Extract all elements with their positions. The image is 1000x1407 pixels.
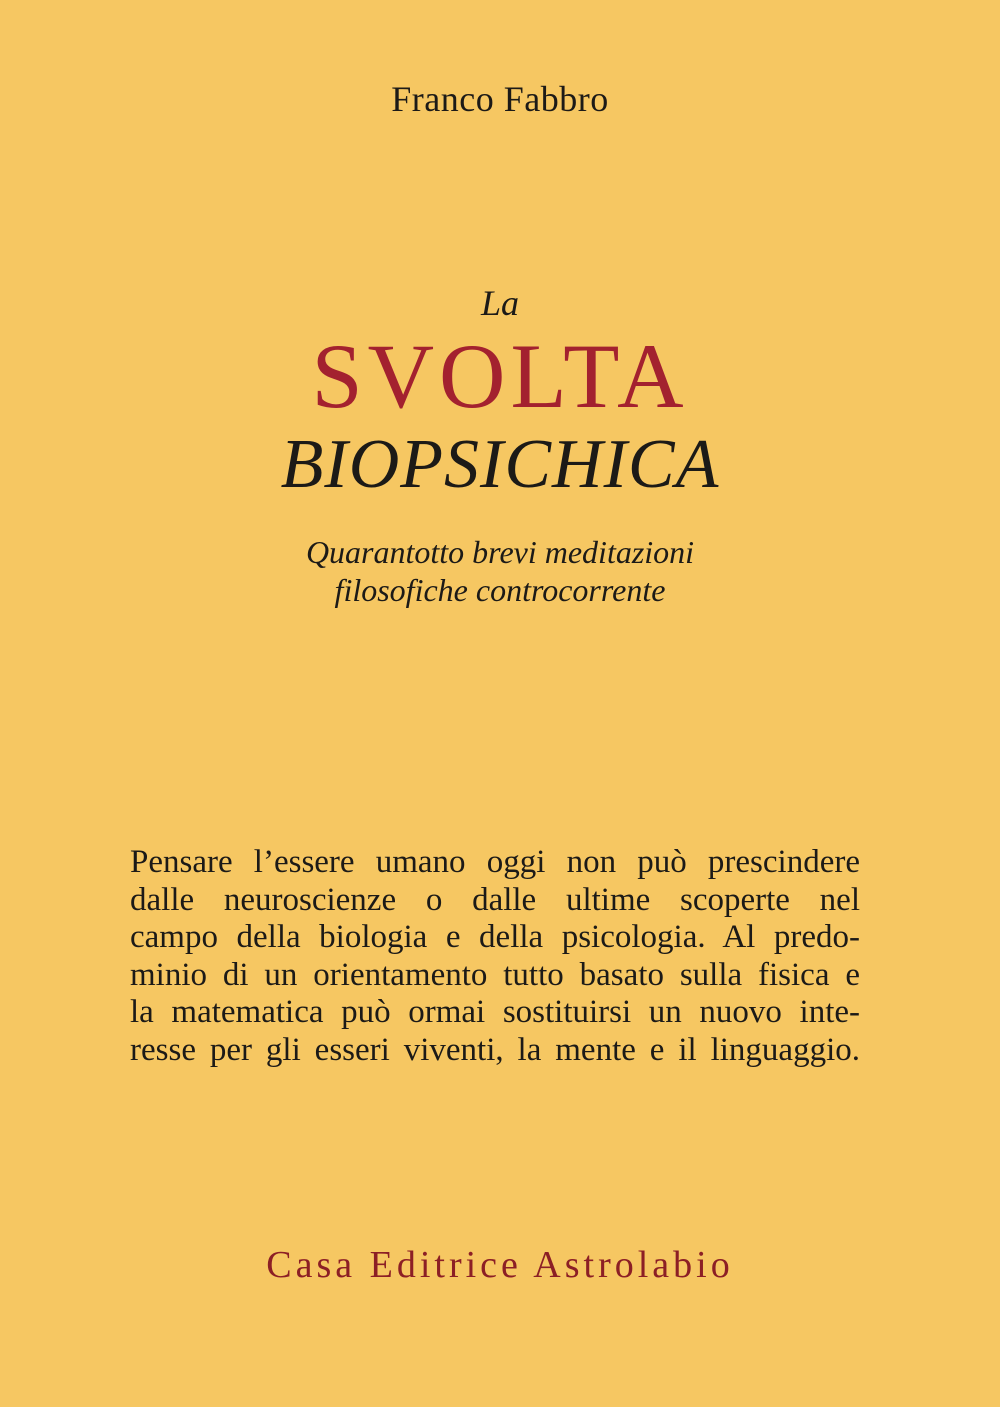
- subtitle-line: filosofiche controcorrente: [334, 572, 666, 608]
- subtitle-line: Quarantotto brevi meditazioni: [305, 534, 695, 570]
- blurb-line: resse per gli esseri viventi, la mente e il linguaggio.: [130, 1031, 860, 1068]
- blurb-line: minio di un orientamento tutto basato sulla fisica e: [130, 956, 860, 993]
- title-secondary: BIOPSICHICA: [280, 426, 720, 503]
- subtitle: [0, 533, 1000, 609]
- blurb-paragraph: [130, 844, 860, 1069]
- blurb-line: la matematica può ormai sostituirsi un nuovo inte-: [130, 994, 860, 1030]
- blurb-line: campo della biologia e della psicologia. Al predo-: [130, 919, 860, 955]
- blurb-line: Pensare l’essere umano oggi non può prescindere: [130, 844, 860, 880]
- title-article: La: [480, 283, 520, 323]
- blurb-line: dalle neuroscienze o dalle ultime scoperte nel: [130, 881, 860, 918]
- publisher-name: Casa Editrice Astrolabio: [266, 1244, 734, 1286]
- title-main: SVOLTA: [311, 325, 689, 427]
- author-name: Franco Fabbro: [391, 79, 609, 119]
